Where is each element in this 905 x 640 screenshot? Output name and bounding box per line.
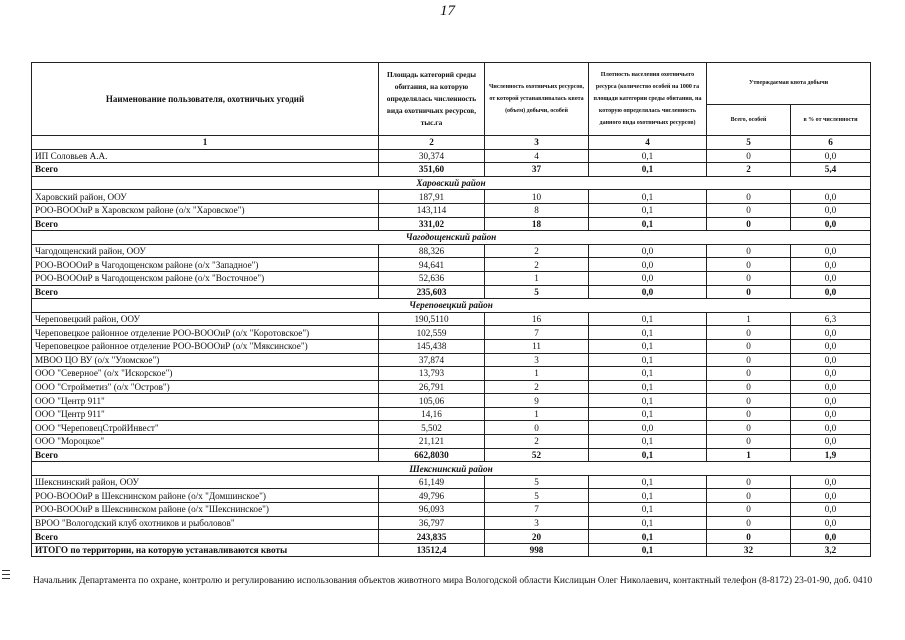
quota-total-cell: 0	[707, 530, 791, 544]
quota-pct-cell: 3,2	[791, 543, 871, 557]
area-cell: 187,91	[379, 190, 485, 204]
density-cell: 0,1	[589, 489, 707, 503]
table-body	[32, 149, 871, 557]
density-cell: 0,1	[589, 190, 707, 204]
quota-pct-cell: 0,0	[791, 435, 871, 449]
quota-pct-cell: 0,0	[791, 149, 871, 163]
quota-pct-cell: 0,0	[791, 203, 871, 217]
quota-total-cell: 0	[707, 475, 791, 489]
count-cell: 7	[485, 326, 589, 340]
area-cell: 105,06	[379, 394, 485, 408]
count-cell: 1	[485, 407, 589, 421]
area-cell: 96,093	[379, 503, 485, 517]
column-number: 4	[589, 136, 707, 150]
user-name-cell: Всего	[32, 217, 379, 231]
user-name-cell: Всего	[32, 285, 379, 299]
user-name-cell: ООО "Мороцкое"	[32, 435, 379, 449]
user-name-cell: ООО "Центр 911"	[32, 394, 379, 408]
quota-total-cell: 0	[707, 407, 791, 421]
count-cell: 1	[485, 271, 589, 285]
quota-pct-cell: 0,0	[791, 217, 871, 231]
count-cell: 2	[485, 380, 589, 394]
density-cell: 0,1	[589, 203, 707, 217]
subtotal-row	[32, 217, 871, 231]
quota-total-cell: 0	[707, 380, 791, 394]
count-cell: 10	[485, 190, 589, 204]
user-name-cell: Чагодощенский район, ООУ	[32, 244, 379, 258]
count-cell: 0	[485, 421, 589, 435]
quota-total-cell: 0	[707, 353, 791, 367]
area-cell: 102,559	[379, 326, 485, 340]
table-row	[32, 258, 871, 272]
quota-pct-cell: 0,0	[791, 394, 871, 408]
density-cell: 0,0	[589, 285, 707, 299]
user-name-cell: ООО "Стройметиз" (о/х "Остров")	[32, 380, 379, 394]
density-cell: 0,1	[589, 394, 707, 408]
table-row	[32, 190, 871, 204]
header-count: Численность охотничьих ресурсов, от которой устанавливалась квота (объем) добычи, особей	[485, 63, 589, 136]
density-cell: 0,1	[589, 503, 707, 517]
grand-total-row	[32, 543, 871, 557]
user-name-cell: РОО-ВОООиР в Шекснинском районе (о/х "Домшинское")	[32, 489, 379, 503]
user-name-cell: Шекснинский район, ООУ	[32, 475, 379, 489]
count-cell: 2	[485, 435, 589, 449]
district-header-row	[32, 299, 871, 313]
quota-total-cell: 0	[707, 271, 791, 285]
count-cell: 2	[485, 258, 589, 272]
density-cell: 0,1	[589, 353, 707, 367]
count-cell: 20	[485, 530, 589, 544]
density-cell: 0,0	[589, 244, 707, 258]
area-cell: 662,8030	[379, 448, 485, 462]
count-cell: 16	[485, 312, 589, 326]
quota-total-cell: 0	[707, 285, 791, 299]
quota-pct-cell: 0,0	[791, 407, 871, 421]
area-cell: 145,438	[379, 339, 485, 353]
table-row	[32, 271, 871, 285]
user-name-cell: ООО "ЧереповецСтройИнвест"	[32, 421, 379, 435]
table-row	[32, 339, 871, 353]
page-number: 17	[440, 3, 455, 19]
table-row	[32, 516, 871, 530]
table-row	[32, 407, 871, 421]
user-name-cell: ВРОО "Вологодский клуб охотников и рыболовов"	[32, 516, 379, 530]
table-row	[32, 489, 871, 503]
margin-mark	[2, 570, 10, 579]
area-cell: 13512,4	[379, 543, 485, 557]
quota-pct-cell: 0,0	[791, 421, 871, 435]
column-number-row	[32, 136, 871, 150]
user-name-cell: Всего	[32, 530, 379, 544]
district-header-row	[32, 231, 871, 245]
count-cell: 3	[485, 516, 589, 530]
quota-total-cell: 0	[707, 149, 791, 163]
count-cell: 3	[485, 353, 589, 367]
density-cell: 0,1	[589, 516, 707, 530]
quota-total-cell: 0	[707, 258, 791, 272]
quota-pct-cell: 0,0	[791, 475, 871, 489]
table-row	[32, 244, 871, 258]
table-row	[32, 149, 871, 163]
area-cell: 21,121	[379, 435, 485, 449]
column-number: 1	[32, 136, 379, 150]
table-row	[32, 312, 871, 326]
quota-total-cell: 0	[707, 367, 791, 381]
area-cell: 61,149	[379, 475, 485, 489]
user-name-cell: ИП Соловьев А.А.	[32, 149, 379, 163]
quota-pct-cell: 1,9	[791, 448, 871, 462]
area-cell: 36,797	[379, 516, 485, 530]
area-cell: 143,114	[379, 203, 485, 217]
district-name: Череповецкий район	[32, 299, 871, 313]
user-name-cell: ИТОГО по территории, на которую устанавливаются квоты	[32, 543, 379, 557]
column-number: 3	[485, 136, 589, 150]
count-cell: 5	[485, 285, 589, 299]
quota-total-cell: 0	[707, 503, 791, 517]
area-cell: 235,603	[379, 285, 485, 299]
count-cell: 11	[485, 339, 589, 353]
quota-total-cell: 2	[707, 163, 791, 177]
density-cell: 0,1	[589, 530, 707, 544]
area-cell: 190,5110	[379, 312, 485, 326]
district-header-row	[32, 176, 871, 190]
table-row	[32, 435, 871, 449]
table-row	[32, 203, 871, 217]
quota-total-cell: 1	[707, 312, 791, 326]
count-cell: 9	[485, 394, 589, 408]
user-name-cell: Всего	[32, 163, 379, 177]
count-cell: 8	[485, 203, 589, 217]
count-cell: 52	[485, 448, 589, 462]
header-quota-total: Всего, особей	[707, 104, 791, 135]
quota-total-cell: 0	[707, 244, 791, 258]
quota-total-cell: 0	[707, 217, 791, 231]
quota-pct-cell: 0,0	[791, 258, 871, 272]
quota-pct-cell: 0,0	[791, 516, 871, 530]
density-cell: 0,1	[589, 448, 707, 462]
quota-pct-cell: 5,4	[791, 163, 871, 177]
area-cell: 13,793	[379, 367, 485, 381]
density-cell: 0,1	[589, 475, 707, 489]
quota-pct-cell: 0,0	[791, 271, 871, 285]
user-name-cell: РОО-ВОООиР в Харовском районе (о/х "Харовское")	[32, 203, 379, 217]
density-cell: 0,1	[589, 326, 707, 340]
count-cell: 2	[485, 244, 589, 258]
quota-total-cell: 0	[707, 435, 791, 449]
column-number: 5	[707, 136, 791, 150]
user-name-cell: ООО "Центр 911"	[32, 407, 379, 421]
quota-pct-cell: 0,0	[791, 367, 871, 381]
quota-total-cell: 0	[707, 326, 791, 340]
header-name: Наименование пользователя, охотничьих угодий	[32, 63, 379, 136]
area-cell: 49,796	[379, 489, 485, 503]
density-cell: 0,1	[589, 367, 707, 381]
subtotal-row	[32, 163, 871, 177]
quota-pct-cell: 0,0	[791, 285, 871, 299]
user-name-cell: Всего	[32, 448, 379, 462]
area-cell: 88,326	[379, 244, 485, 258]
quota-total-cell: 0	[707, 190, 791, 204]
density-cell: 0,1	[589, 435, 707, 449]
quota-pct-cell: 0,0	[791, 190, 871, 204]
header-quota-pct: в % от численности	[791, 104, 871, 135]
quota-total-cell: 1	[707, 448, 791, 462]
density-cell: 0,1	[589, 380, 707, 394]
quota-total-cell: 0	[707, 516, 791, 530]
header-quota-group: Утверждаемая квота добычи	[707, 63, 871, 105]
area-cell: 14,16	[379, 407, 485, 421]
table-row	[32, 421, 871, 435]
column-number: 6	[791, 136, 871, 150]
table-row	[32, 475, 871, 489]
area-cell: 30,374	[379, 149, 485, 163]
quota-total-cell: 32	[707, 543, 791, 557]
density-cell: 0,0	[589, 258, 707, 272]
table-row	[32, 380, 871, 394]
density-cell: 0,1	[589, 543, 707, 557]
table-row	[32, 394, 871, 408]
quota-pct-cell: 0,0	[791, 326, 871, 340]
density-cell: 0,1	[589, 339, 707, 353]
quota-pct-cell: 6,3	[791, 312, 871, 326]
quota-pct-cell: 0,0	[791, 353, 871, 367]
user-name-cell: РОО-ВОООиР в Шекснинском районе (о/х "Шекснинское")	[32, 503, 379, 517]
count-cell: 4	[485, 149, 589, 163]
quota-total-cell: 0	[707, 394, 791, 408]
table-row	[32, 367, 871, 381]
quota-pct-cell: 0,0	[791, 530, 871, 544]
table-row	[32, 353, 871, 367]
density-cell: 0,1	[589, 407, 707, 421]
density-cell: 0,0	[589, 421, 707, 435]
quota-pct-cell: 0,0	[791, 339, 871, 353]
count-cell: 5	[485, 489, 589, 503]
count-cell: 1	[485, 367, 589, 381]
user-name-cell: РОО-ВОООиР в Чагодощенском районе (о/х "Восточное")	[32, 271, 379, 285]
area-cell: 26,791	[379, 380, 485, 394]
density-cell: 0,1	[589, 149, 707, 163]
quota-pct-cell: 0,0	[791, 503, 871, 517]
area-cell: 52,636	[379, 271, 485, 285]
density-cell: 0,1	[589, 163, 707, 177]
user-name-cell: РОО-ВОООиР в Чагодощенском районе (о/х "Западное")	[32, 258, 379, 272]
district-header-row	[32, 462, 871, 476]
district-name: Харовский район	[32, 176, 871, 190]
user-name-cell: Харовский район, ООУ	[32, 190, 379, 204]
header-density: Плотность населения охотничьего ресурса (количество особей на 1000 га площади категории среды обитания, на которую определялась численность данного вида охотничьих ресурсов)	[589, 63, 707, 136]
area-cell: 243,835	[379, 530, 485, 544]
count-cell: 998	[485, 543, 589, 557]
district-name: Чагодощенский район	[32, 231, 871, 245]
density-cell: 0,1	[589, 217, 707, 231]
footer-signature: Начальник Департамента по охране, контролю и регулированию использования объектов животного мира Вологодской области Кислицын Олег Николаевич, контактный телефон (8-8172) 23-01-90, доб. 0410	[33, 576, 873, 586]
count-cell: 5	[485, 475, 589, 489]
quota-pct-cell: 0,0	[791, 380, 871, 394]
table-row	[32, 503, 871, 517]
user-name-cell: Череповецкое районное отделение РОО-ВОООиР (о/х "Мяксинское")	[32, 339, 379, 353]
density-cell: 0,1	[589, 312, 707, 326]
subtotal-row	[32, 448, 871, 462]
user-name-cell: МВОО ЦО ВУ (о/х "Уломское")	[32, 353, 379, 367]
quota-total-cell: 0	[707, 421, 791, 435]
count-cell: 18	[485, 217, 589, 231]
header-area: Площадь категорий среды обитания, на которую определялась численность вида охотничьих ресурсов, тыс.га	[379, 63, 485, 136]
area-cell: 37,874	[379, 353, 485, 367]
area-cell: 94,641	[379, 258, 485, 272]
count-cell: 37	[485, 163, 589, 177]
quota-total-cell: 0	[707, 203, 791, 217]
density-cell: 0,0	[589, 271, 707, 285]
quota-total-cell: 0	[707, 489, 791, 503]
area-cell: 5,502	[379, 421, 485, 435]
district-name: Шекснинский район	[32, 462, 871, 476]
user-name-cell: ООО "Северное" (о/х "Искорское")	[32, 367, 379, 381]
quota-table	[31, 62, 871, 557]
area-cell: 351,60	[379, 163, 485, 177]
user-name-cell: Череповецкое районное отделение РОО-ВОООиР (о/х "Коротовское")	[32, 326, 379, 340]
column-number: 2	[379, 136, 485, 150]
table-row	[32, 326, 871, 340]
user-name-cell: Череповецкий район, ООУ	[32, 312, 379, 326]
quota-total-cell: 0	[707, 339, 791, 353]
count-cell: 7	[485, 503, 589, 517]
quota-pct-cell: 0,0	[791, 244, 871, 258]
area-cell: 331,02	[379, 217, 485, 231]
quota-pct-cell: 0,0	[791, 489, 871, 503]
subtotal-row	[32, 285, 871, 299]
subtotal-row	[32, 530, 871, 544]
